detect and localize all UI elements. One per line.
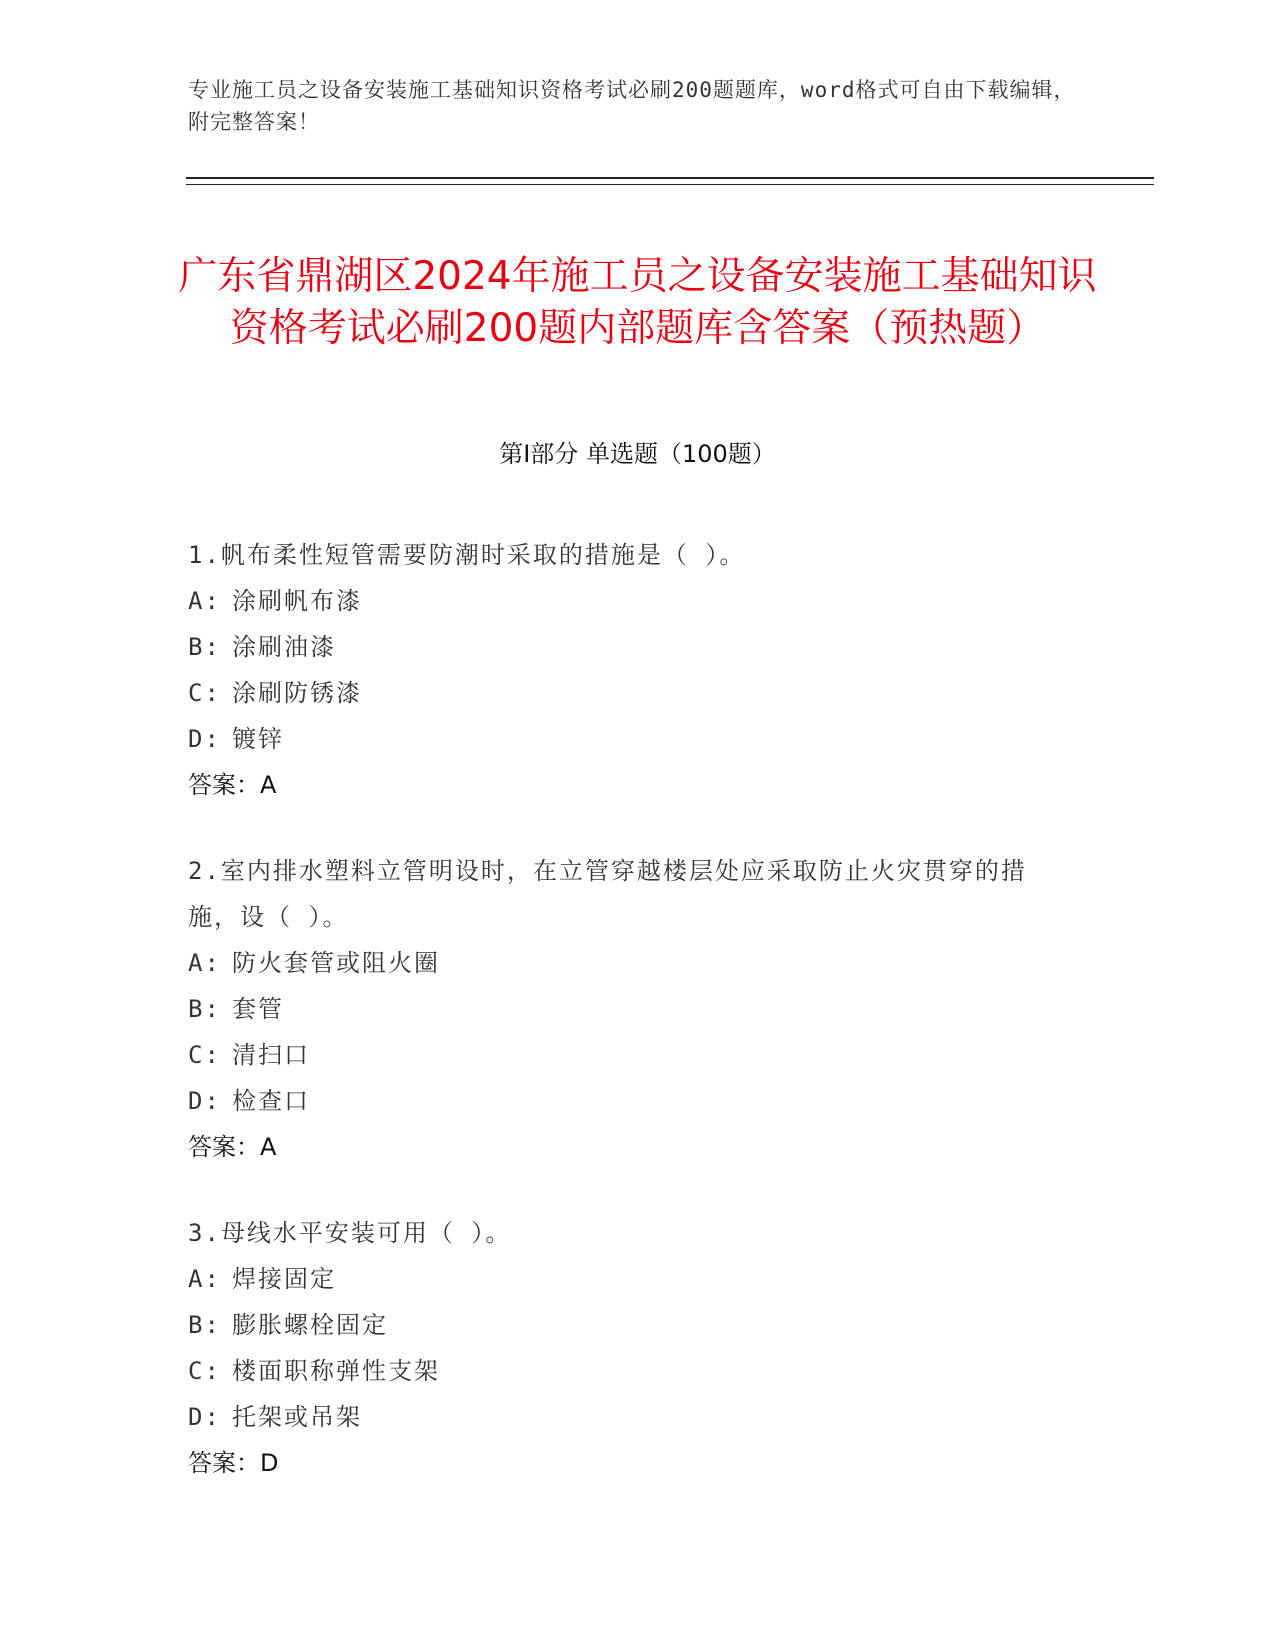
option-text: 检查口 <box>232 1087 310 1115</box>
option-letter: C: <box>188 1041 221 1069</box>
option-d <box>188 1394 1068 1440</box>
answer: 答案：A <box>188 771 277 799</box>
option-c <box>188 670 1068 716</box>
option-b <box>188 1302 1068 1348</box>
question-1 <box>188 532 1068 808</box>
section-heading: 第Ⅰ部分 单选题（100题） <box>499 440 776 468</box>
option-letter: D: <box>188 725 221 753</box>
option-text: 清扫口 <box>232 1041 310 1069</box>
option-letter: C: <box>188 1357 221 1385</box>
option-letter: A: <box>188 587 221 615</box>
option-c <box>188 1348 1068 1394</box>
option-b <box>188 986 1068 1032</box>
question-3 <box>188 1210 1068 1486</box>
option-letter: B: <box>188 633 221 661</box>
option-d <box>188 716 1068 762</box>
option-a <box>188 578 1068 624</box>
option-letter: A: <box>188 949 221 977</box>
option-text: 镀锌 <box>232 725 284 753</box>
question-text: 1.帆布柔性短管需要防潮时采取的措施是（ ）。 <box>188 541 746 569</box>
option-text: 膨胀螺栓固定 <box>232 1311 388 1339</box>
header-divider-thick <box>186 177 1154 179</box>
option-a <box>188 940 1068 986</box>
option-text: 焊接固定 <box>232 1265 336 1293</box>
option-text: 涂刷帆布漆 <box>232 587 362 615</box>
header-divider-thin <box>186 184 1154 185</box>
option-text: 涂刷防锈漆 <box>232 679 362 707</box>
option-b <box>188 624 1068 670</box>
option-text: 防火套管或阻火圈 <box>232 949 440 977</box>
answer: 答案：D <box>188 1449 279 1477</box>
option-text: 楼面职称弹性支架 <box>232 1357 440 1385</box>
option-a <box>188 1256 1068 1302</box>
question-text: 2.室内排水塑料立管明设时，在立管穿越楼层处应采取防止火灾贯穿的措施，设（ ）。 <box>188 857 1027 931</box>
question-list <box>188 532 1068 1526</box>
option-d <box>188 1078 1068 1124</box>
question-2 <box>188 848 1068 1170</box>
option-letter: B: <box>188 995 221 1023</box>
option-letter: A: <box>188 1265 221 1293</box>
option-text: 套管 <box>232 995 284 1023</box>
option-letter: B: <box>188 1311 221 1339</box>
option-letter: D: <box>188 1403 221 1431</box>
option-letter: D: <box>188 1087 221 1115</box>
question-text: 3.母线水平安装可用（ ）。 <box>188 1219 512 1247</box>
document-title: 广东省鼎湖区2024年施工员之设备安装施工基础知识资格考试必刷200题内部题库含答案（预热题） <box>178 254 1097 352</box>
option-letter: C: <box>188 679 221 707</box>
answer: 答案：A <box>188 1133 277 1161</box>
header-note: 专业施工员之设备安装施工基础知识资格考试必刷200题题库，word格式可自由下载编辑，附完整答案！ <box>188 78 1076 134</box>
option-text: 涂刷油漆 <box>232 633 336 661</box>
option-text: 托架或吊架 <box>232 1403 362 1431</box>
option-c <box>188 1032 1068 1078</box>
